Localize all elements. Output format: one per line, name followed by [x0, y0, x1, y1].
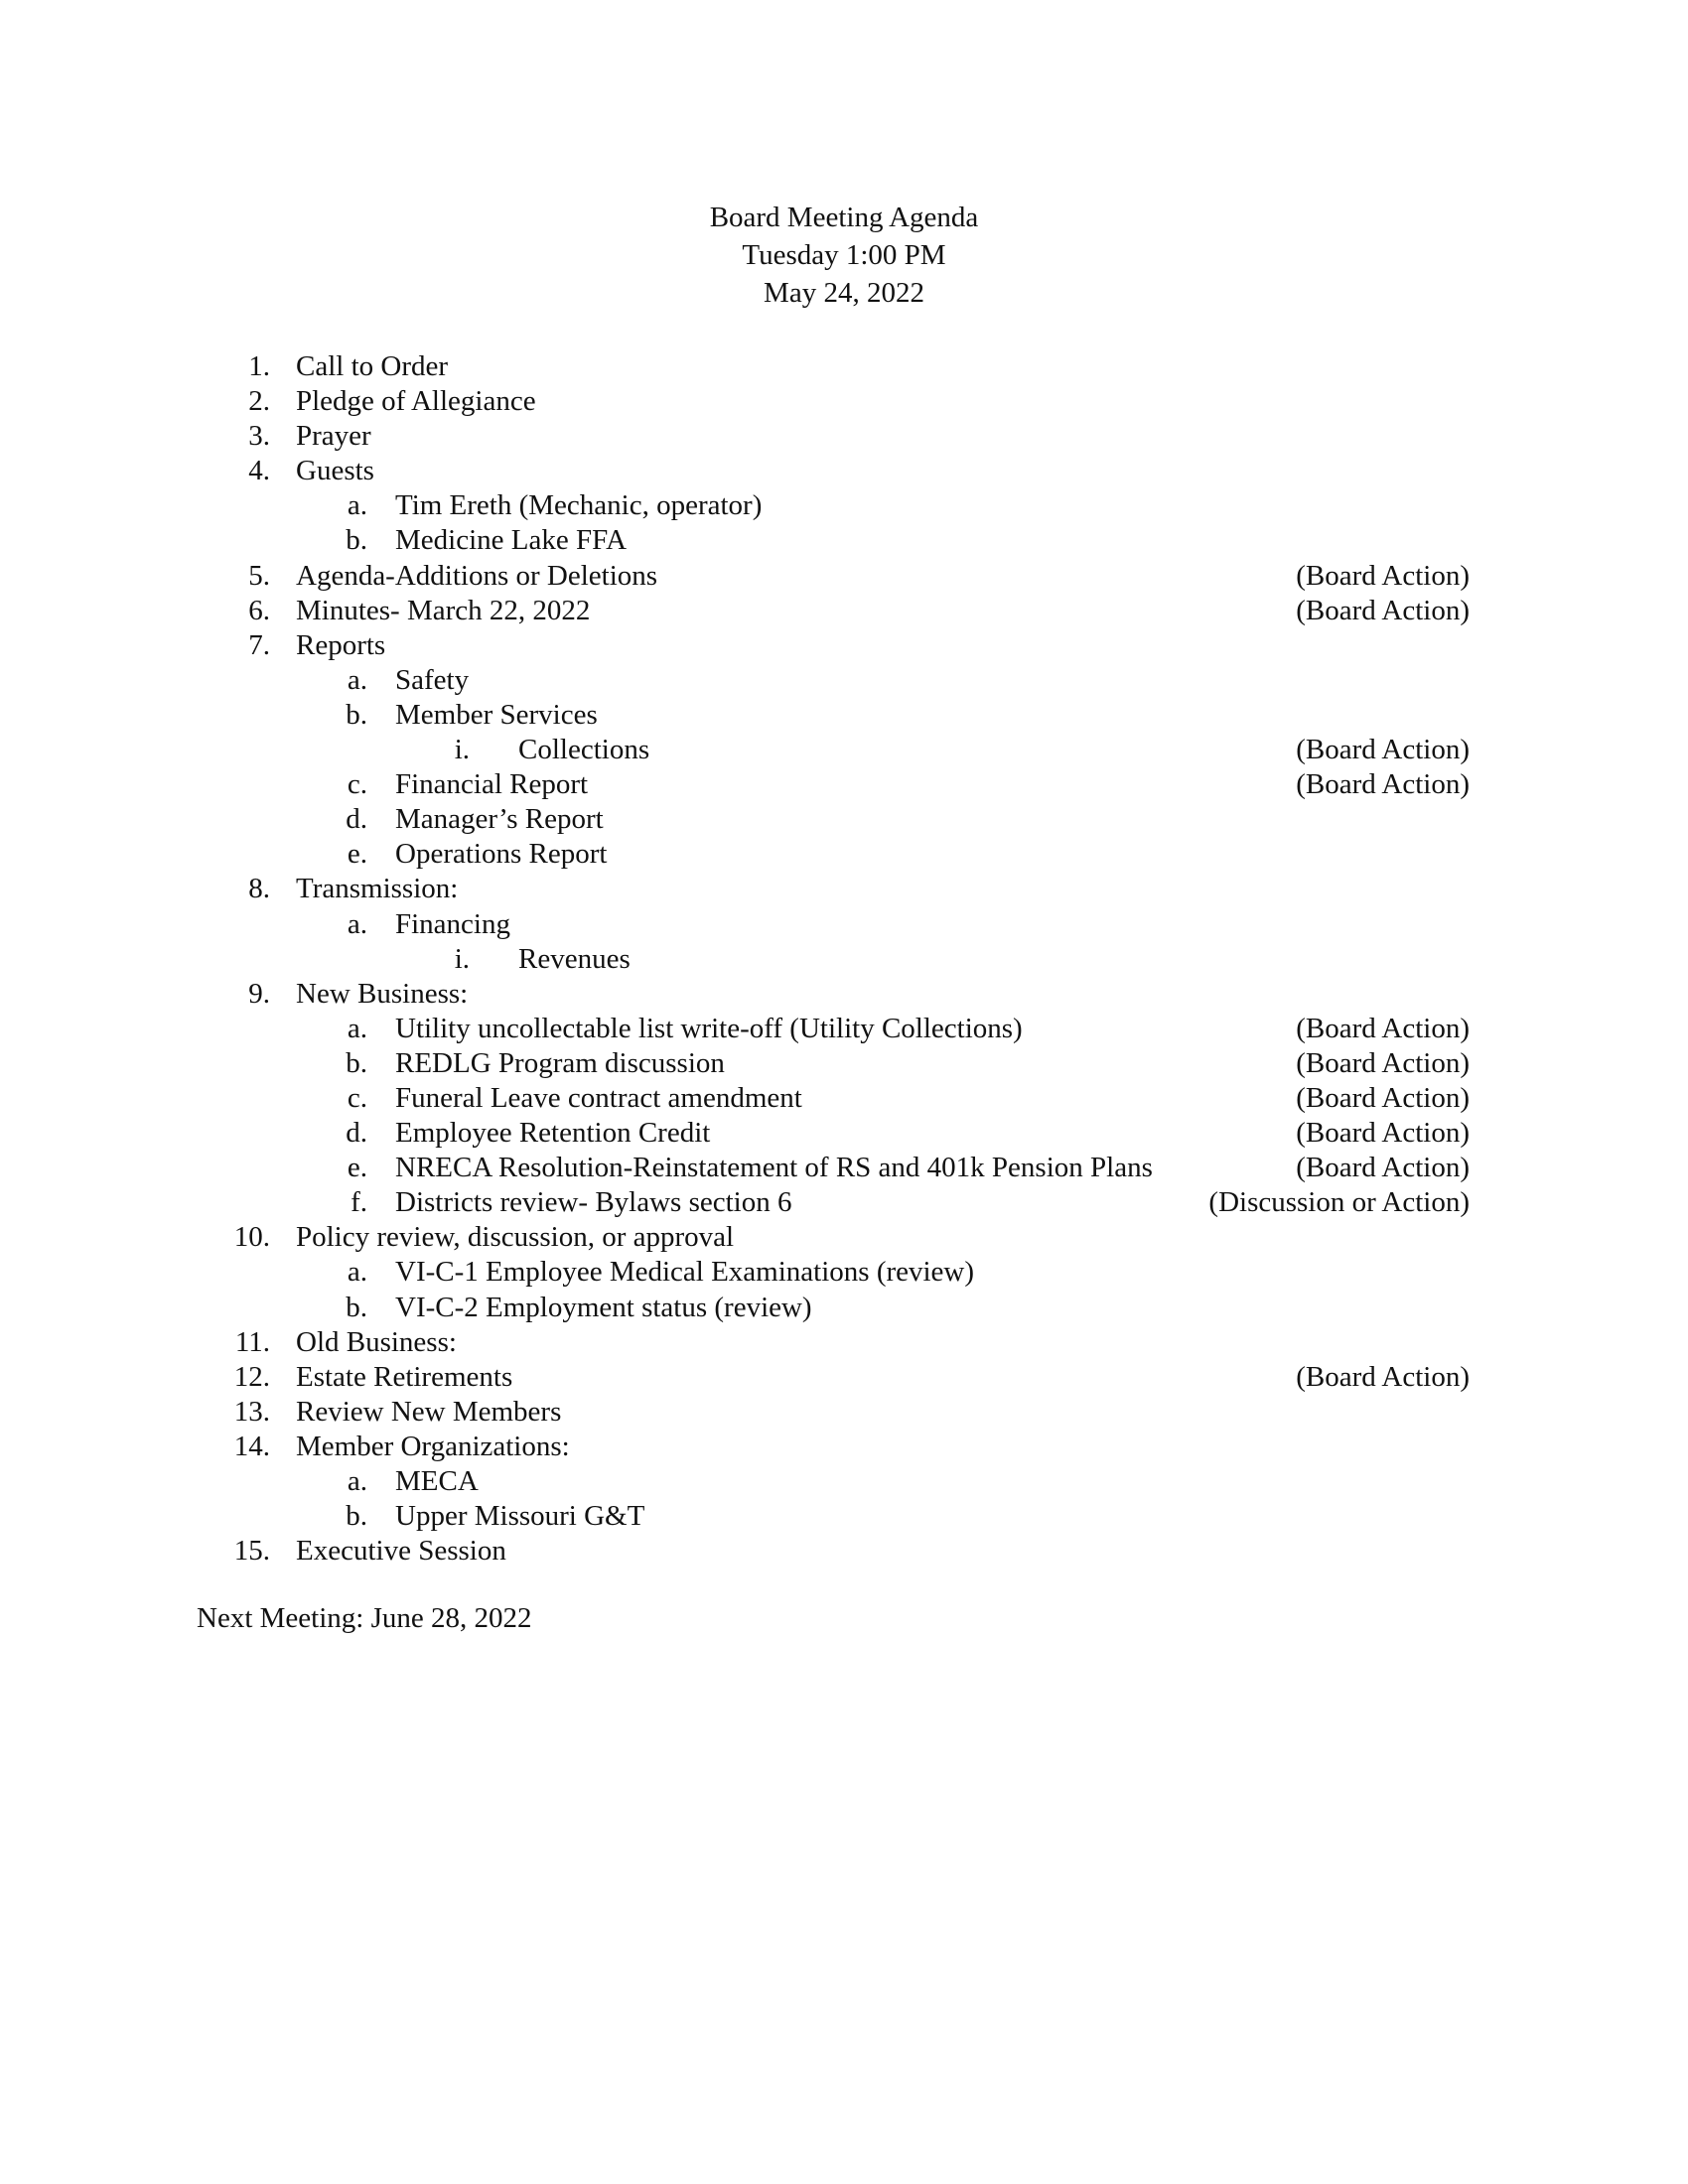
agenda-item: [0, 837, 1688, 872]
agenda-item-number: a.: [347, 1465, 367, 1497]
agenda-item: [0, 698, 1688, 733]
agenda-item: [0, 977, 1688, 1012]
agenda-item-action: (Board Action): [1296, 734, 1470, 766]
agenda-item-label: Minutes- March 22, 2022: [296, 594, 591, 626]
agenda-item: [0, 872, 1688, 906]
agenda-item-label: VI-C-2 Employment status (review): [395, 1291, 812, 1323]
agenda-item-label: MECA: [395, 1465, 479, 1497]
agenda-item: [0, 1395, 1688, 1430]
meeting-day-time: Tuesday 1:00 PM: [742, 239, 946, 271]
agenda-item-number: 15.: [233, 1535, 270, 1568]
agenda-item-number: 14.: [233, 1430, 270, 1462]
agenda-item: [0, 384, 1688, 419]
agenda-item-number: 6.: [248, 594, 270, 626]
agenda-item-label: Financing: [395, 907, 510, 940]
agenda-item-number: i.: [454, 942, 470, 975]
agenda-item-label: Upper Missouri G&T: [395, 1500, 645, 1533]
agenda-item-number: c.: [347, 1081, 367, 1114]
agenda-item: [0, 1534, 1688, 1569]
agenda-item: [0, 488, 1688, 523]
agenda-item: [0, 628, 1688, 663]
agenda-item: [0, 349, 1688, 384]
agenda-item-label: Districts review- Bylaws section 6: [395, 1186, 792, 1219]
agenda-item-number: f.: [351, 1186, 367, 1219]
agenda-item-label: REDLG Program discussion: [395, 1046, 725, 1079]
agenda-item: [0, 907, 1688, 942]
agenda-item-action: (Board Action): [1296, 1152, 1470, 1184]
agenda-item-label: Member Organizations:: [296, 1430, 570, 1462]
agenda-item-label: Utility uncollectable list write-off (Utility Collections): [395, 1012, 1023, 1044]
agenda-item-action: (Board Action): [1296, 559, 1470, 592]
agenda-item-number: 4.: [248, 455, 270, 487]
agenda-item-label: Revenues: [518, 942, 631, 975]
agenda-item-action: (Discussion or Action): [1208, 1186, 1470, 1219]
agenda-item-action: (Board Action): [1296, 594, 1470, 626]
agenda-item-action: (Board Action): [1296, 1081, 1470, 1114]
agenda-item-number: a.: [347, 1012, 367, 1044]
agenda-item: [0, 594, 1688, 628]
agenda-item: [0, 523, 1688, 558]
document-title: Board Meeting Agenda: [709, 202, 979, 233]
agenda-item-number: a.: [347, 489, 367, 522]
agenda-item: [0, 1499, 1688, 1534]
agenda-item-number: a.: [347, 1256, 367, 1289]
agenda-item-label: Funeral Leave contract amendment: [395, 1081, 802, 1114]
agenda-item-number: 13.: [233, 1395, 270, 1428]
agenda-item-number: 1.: [248, 350, 270, 382]
agenda-item-label: Manager’s Report: [395, 803, 604, 836]
agenda-item-action: (Board Action): [1296, 1012, 1470, 1044]
agenda-item: [0, 419, 1688, 454]
agenda-item-number: b.: [346, 1291, 367, 1323]
agenda-item: [0, 1360, 1688, 1395]
agenda-item: [0, 1081, 1688, 1116]
agenda-item-label: Operations Report: [395, 838, 608, 871]
next-meeting: Next Meeting: June 28, 2022: [197, 1602, 532, 1634]
agenda-item-number: 8.: [248, 873, 270, 905]
agenda-item-action: (Board Action): [1296, 1046, 1470, 1079]
agenda-item: [0, 1185, 1688, 1220]
agenda-item: [0, 454, 1688, 488]
agenda-item-label: NRECA Resolution-Reinstatement of RS and 401k Pension Plans: [395, 1152, 1153, 1184]
agenda-item-number: a.: [347, 663, 367, 696]
agenda-item: [0, 1012, 1688, 1046]
agenda-item-label: Financial Report: [395, 768, 589, 801]
agenda-item-label: Review New Members: [296, 1395, 562, 1428]
agenda-item-number: b.: [346, 1500, 367, 1533]
agenda-item: [0, 1220, 1688, 1255]
agenda-item-label: Estate Retirements: [296, 1360, 513, 1393]
agenda-item-number: e.: [347, 1152, 367, 1184]
agenda-item-label: Medicine Lake FFA: [395, 524, 628, 557]
agenda-item-action: (Board Action): [1296, 1117, 1470, 1150]
agenda-item-label: Call to Order: [296, 350, 449, 382]
agenda-item-number: 7.: [248, 628, 270, 661]
agenda-item-label: Policy review, discussion, or approval: [296, 1221, 735, 1254]
agenda-item: [0, 559, 1688, 594]
agenda-item-label: Executive Session: [296, 1535, 506, 1568]
agenda-item-label: Employee Retention Credit: [395, 1117, 711, 1150]
agenda-item: [0, 1291, 1688, 1325]
agenda-item-action: (Board Action): [1296, 1360, 1470, 1393]
agenda-item-number: 12.: [233, 1360, 270, 1393]
agenda-item: [0, 1325, 1688, 1360]
agenda-item-label: Reports: [296, 628, 386, 661]
agenda-item: [0, 767, 1688, 802]
agenda-item: [0, 942, 1688, 977]
agenda-item-number: e.: [347, 838, 367, 871]
agenda-item-label: New Business:: [296, 977, 469, 1010]
agenda-item: [0, 1464, 1688, 1499]
agenda-item-label: Old Business:: [296, 1325, 457, 1358]
agenda-list: [0, 349, 1688, 1569]
agenda-item-number: d.: [346, 803, 367, 836]
agenda-item-number: c.: [347, 768, 367, 801]
agenda-item: [0, 1116, 1688, 1151]
agenda-item-number: 10.: [233, 1221, 270, 1254]
agenda-item: [0, 1255, 1688, 1290]
agenda-item-label: Collections: [518, 734, 650, 766]
agenda-item-label: Safety: [395, 663, 470, 696]
agenda-item-label: Transmission:: [296, 873, 459, 905]
agenda-item: [0, 802, 1688, 837]
agenda-item-number: i.: [454, 734, 470, 766]
agenda-item: [0, 1430, 1688, 1464]
meeting-date: May 24, 2022: [764, 277, 924, 309]
agenda-item-number: a.: [347, 907, 367, 940]
agenda-item-number: b.: [346, 524, 367, 557]
agenda-item-label: Guests: [296, 455, 374, 487]
agenda-item: [0, 1046, 1688, 1081]
agenda-item-number: 5.: [248, 559, 270, 592]
agenda-item-number: 2.: [248, 385, 270, 418]
agenda-item: [0, 1151, 1688, 1185]
agenda-item-label: VI-C-1 Employee Medical Examinations (review): [395, 1256, 975, 1289]
agenda-item-number: b.: [346, 1046, 367, 1079]
agenda-item-number: 9.: [248, 977, 270, 1010]
agenda-item-number: 11.: [234, 1325, 270, 1358]
agenda-item-label: Prayer: [296, 420, 371, 453]
agenda-item-number: 3.: [248, 420, 270, 453]
agenda-item-number: d.: [346, 1117, 367, 1150]
agenda-item-label: Agenda-Additions or Deletions: [296, 559, 658, 592]
agenda-item-number: b.: [346, 698, 367, 731]
agenda-item-label: Member Services: [395, 698, 598, 731]
agenda-item: [0, 733, 1688, 767]
agenda-item-label: Pledge of Allegiance: [296, 385, 536, 418]
agenda-item-label: Tim Ereth (Mechanic, operator): [395, 489, 763, 522]
agenda-item: [0, 663, 1688, 698]
agenda-item-action: (Board Action): [1296, 768, 1470, 801]
